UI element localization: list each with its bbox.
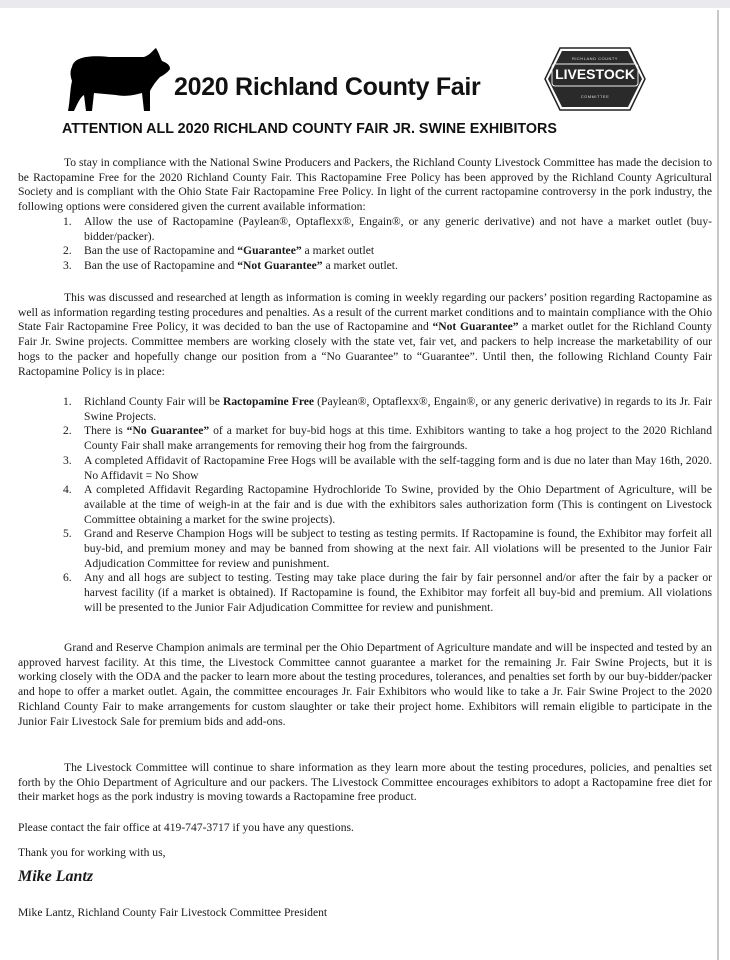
text-segment: (Paylean®, Optaflexx®, Engain®, or any generic derivative) in regards to its Jr. Fair Swine Projects. — [84, 395, 712, 423]
list-item — [18, 215, 712, 244]
bold-text: “Guarantee” — [237, 244, 302, 258]
text-segment: Any and all hogs are subject to testing. Testing may take place during the fair by fair personnel and/or after the fair by a packer or harvest facility (if a market is obtained). If Ractopamine is found, the Exhibitor may forfeit all buy-bid and premium. All violations will be presented to the Junior Fair Adjudication Committee for review and punishment. — [84, 571, 712, 614]
text-segment: Allow the use of Ractopamine (Paylean®, Optaflexx®, Engain®, or any generic derivative) and not have a market outlet (buy-bidder/packer). — [84, 215, 712, 243]
list-item — [18, 454, 712, 483]
signer-line: Mike Lantz, Richland County Fair Livestock Committee President — [18, 906, 328, 919]
text-segment: A completed Affidavit of Ractopamine Free Hogs will be available with the self-tagging form and is due no later than May 16th, 2020. No Affidavit = No Show — [84, 453, 712, 482]
policy-list — [18, 395, 712, 616]
text-segment: Grand and Reserve Champion Hogs will be subject to testing as testing permits. If Ractopamine is found, the Exhibitor may forfeit all buy-bid, and premium money and may be banned from showing at the next fair. All violations will be presented to the Junior Fair Adjudication Committee for review and punishment. — [84, 527, 712, 570]
list-item — [18, 571, 712, 615]
closing-paragraph — [18, 761, 712, 805]
bold-text: Ractopamine Free — [223, 395, 315, 408]
text-segment: The Livestock Committee will continue to share information as they learn more about the testing procedures, policies, and penalties set forth by the Ohio Department of Agriculture and our packers. The Livestock Committee encourages exhibitors to adopt a Ractopamine free diet for their market hogs as the pork industry is moving towards a Ractopamine free product. — [18, 761, 712, 804]
text-segment: a market outlet. — [322, 259, 398, 273]
options-list — [18, 215, 712, 274]
list-number: 1. — [63, 215, 72, 228]
text-segment: Richland County Fair will be — [84, 395, 223, 408]
text-segment: Ban the use of Ractopamine and — [84, 259, 238, 273]
top-bar — [0, 0, 730, 8]
list-item — [18, 395, 712, 424]
intro-paragraph — [18, 156, 712, 215]
page-title: 2020 Richland County Fair — [174, 73, 481, 101]
champions-paragraph — [18, 641, 712, 729]
text-segment: A completed Affidavit Regarding Ractopamine Hydrochloride To Swine, provided by the Ohio Department of Agriculture, will be available at the time of weigh-in at the fair and is due with the exhibitors sales authorization form (This is contingent on Livestock Committee obtaining a market for the swine projects). — [84, 483, 712, 526]
list-item — [18, 483, 712, 527]
list-item — [18, 259, 712, 274]
livestock-committee-logo: RICHLAND COUNTY LIVESTOCK COMMITTEE — [544, 45, 646, 113]
text-segment: This was discussed and researched at length as information is coming in weekly regarding our packers’ position regarding Ractopamine as well as information regarding testing procedures and penalties. As a result of the current market conditions and to maintain compliance with the Ohio State Fair Ractopamine Free Policy, it was decided to ban the use of Ractopamine and — [18, 291, 712, 334]
list-number: 2. — [63, 424, 72, 438]
text-segment: Ban the use of Ractopamine and — [84, 244, 238, 258]
list-item — [18, 527, 712, 571]
text-segment: of a market for buy-bid hogs at this time. Exhibitors wanting to take a hog project to the 2020 Richland County Fair shall make arrangements for removing their hog from the fairgrounds. — [84, 424, 713, 453]
list-number: 4. — [63, 483, 72, 497]
list-number: 2. — [63, 244, 72, 258]
bold-text: “Not Guarantee” — [237, 259, 323, 273]
signature: Mike Lantz — [18, 868, 94, 885]
list-number: 3. — [63, 259, 72, 273]
text-segment: Grand and Reserve Champion animals are terminal per the Ohio Department of Agriculture mandate and will be inspected and tested by an approved harvest facility. At this time, the Livestock Committee cannot guarantee a market for the remaining Jr. Fair Swine Projects, but it is working closely with the ODA and the packer to learn more about the testing procedures, tolerances, and penalties set forth by our buy-bidder/packer and hope to offer a market outlet. Again, the committee encourages Jr. Fair Exhibitors who would like to take a Jr. Fair Swine Project to the 2020 Richland County Fair to make arrangements for custom slaughter or take their project home. Exhibitors will remain eligible to participate in the Junior Fair Livestock Sale for premium bids and add-ons. — [18, 641, 712, 728]
text-segment: There is — [84, 424, 127, 438]
list-number: 6. — [63, 571, 72, 585]
page-edge — [717, 10, 719, 960]
text-segment: To stay in compliance with the National Swine Producers and Packers, the Richland County Livestock Committee has made the decision to be Ractopamine Free for the 2020 Richland County Fair. This Ractopamine Free Policy has been approved by the Richland County Agricultural Society and is compliant with the Ohio State Fair Ractopamine Free Policy. In light of the current ractopamine controversy in the pork industry, the following options were considered given the current available information: — [18, 156, 712, 214]
contact-line: Please contact the fair office at 419-747-3717 if you have any questions. — [18, 821, 354, 834]
pig-silhouette-icon — [64, 45, 174, 115]
bold-text: “Not Guarantee” — [432, 320, 519, 334]
list-number: 3. — [63, 453, 72, 467]
thanks-line: Thank you for working with us, — [18, 846, 166, 859]
discussion-paragraph — [18, 291, 712, 379]
text-segment: a market outlet — [301, 244, 375, 258]
text-segment: a market outlet for the Richland County Fair Jr. Swine projects. Committee members are working closely with the state vet, fair vet, and packers to help increase the marketability of our hogs to the packer and hopefully change our position from a “No Guarantee” to “Guarantee”. Until then, the following Richland County Fair Ractopamine Policy is in place: — [18, 320, 712, 378]
list-item — [18, 244, 712, 259]
list-number: 1. — [63, 395, 72, 408]
list-number: 5. — [63, 527, 72, 541]
bold-text: “No Guarantee” — [126, 424, 210, 438]
list-item — [18, 424, 712, 453]
attention-heading: ATTENTION ALL 2020 RICHLAND COUNTY FAIR JR. SWINE EXHIBITORS — [62, 121, 557, 137]
